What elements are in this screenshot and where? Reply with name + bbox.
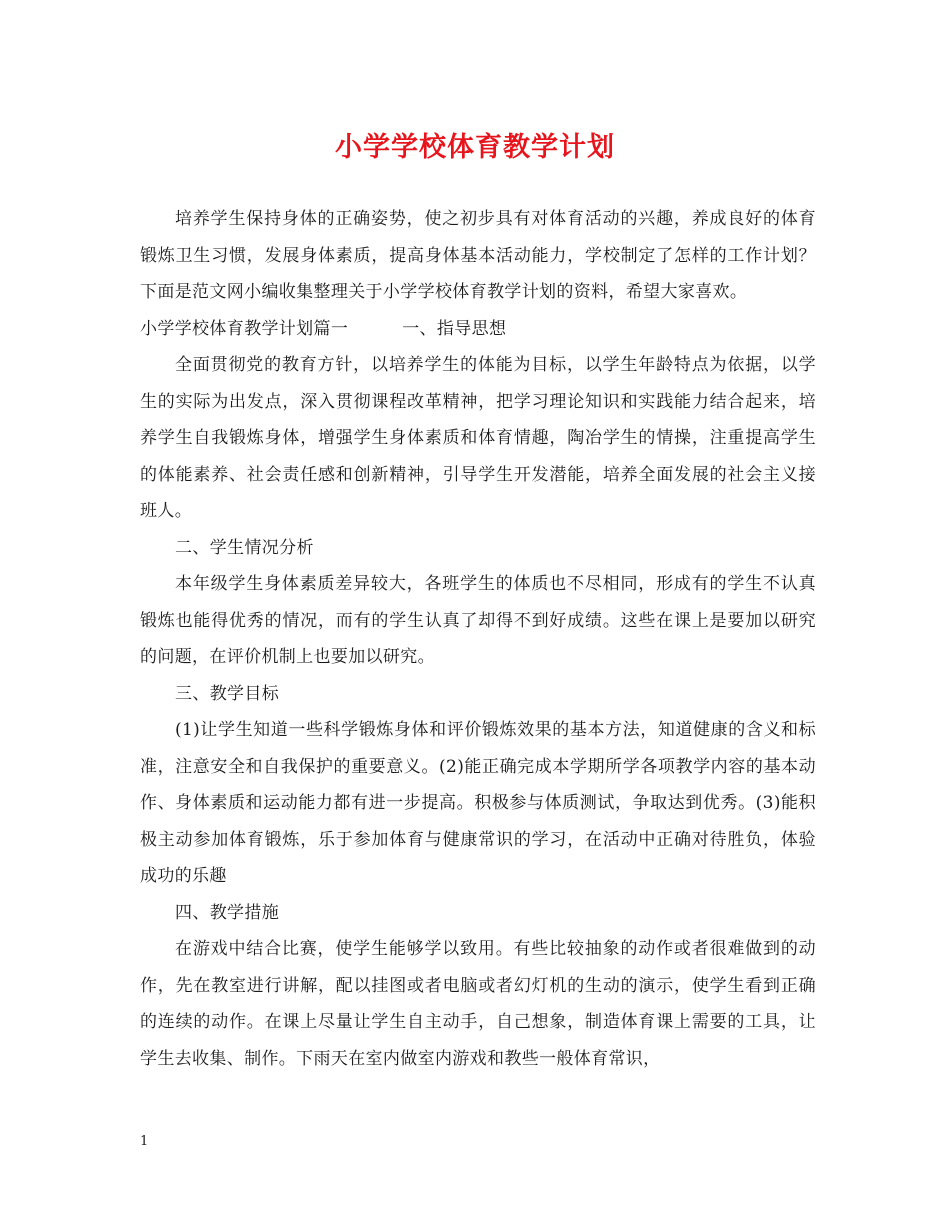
intro-paragraph: 培养学生保持身体的正确姿势，使之初步具有对体育活动的兴趣，养成良好的体育锻炼卫生习惯，发展身体素质，提高身体基本活动能力，学校制定了怎样的工作计划？下面是范文网小编收集整理关于小学学校体育教学计划的资料，希望大家喜欢。 (140, 209, 816, 302)
paragraph-guiding-thought: 全面贯彻党的教育方针，以培养学生的体能为目标，以学生年龄特点为依据，以学生的实际为出发点，深入贯彻课程改革精神，把学习理论知识和实践能力结合起来，培养学生自我锻炼身体，增强学生身体素质和体育情趣，陶冶学生的情操，注重提高学生的体能素养、社会责任感和创新精神，引导学生开发潜能，培养全面发展的社会主义接班人。 (140, 355, 816, 521)
section-one-label: 小学学校体育教学计划篇一 (140, 318, 349, 339)
paragraph-teaching-measures: 在游戏中结合比赛，使学生能够学以致用。有些比较抽象的动作或者很难做到的动作，先在教室进行讲解，配以挂图或者电脑或者幻灯机的生动的演示，使学生看到正确的连续的动作。在课上尽量让学生自主动手，自己想象，制造体育课上需要的工具，让学生去收集、制作。下雨天在室内做室内游戏和教些一般体育常识， (140, 939, 816, 1069)
page-number: 1 (140, 1134, 149, 1149)
heading-student-analysis: 二、学生情况分析 (175, 537, 314, 558)
document-body (140, 201, 816, 1077)
heading-teaching-goals: 三、教学目标 (175, 683, 280, 704)
paragraph-student-analysis: 本年级学生身体素质差异较大，各班学生的体质也不尽相同，形成有的学生不认真锻炼也能得优秀的情况，而有的学生认真了却得不到好成绩。这些在课上是要加以研究的问题，在评价机制上也要加以研究。 (140, 574, 816, 667)
document-title: 小学学校体育教学计划 (335, 132, 615, 163)
heading-teaching-measures: 四、教学措施 (175, 902, 280, 923)
section-one-line (140, 311, 816, 348)
paragraph-teaching-goals: (1)让学生知道一些科学锻炼身体和评价锻炼效果的基本方法，知道健康的含义和标准，注意安全和自我保护的重要意义。(2)能正确完成本学期所学各项教学内容的基本动作、身体素质和运动能力都有进一步提高。积极参与体质测试，争取达到优秀。(3)能积极主动参加体育锻炼，乐于参加体育与健康常识的学习，在活动中正确对待胜负，体验成功的乐趣 (140, 720, 816, 886)
heading-guiding-thought: 一、指导思想 (402, 318, 507, 339)
